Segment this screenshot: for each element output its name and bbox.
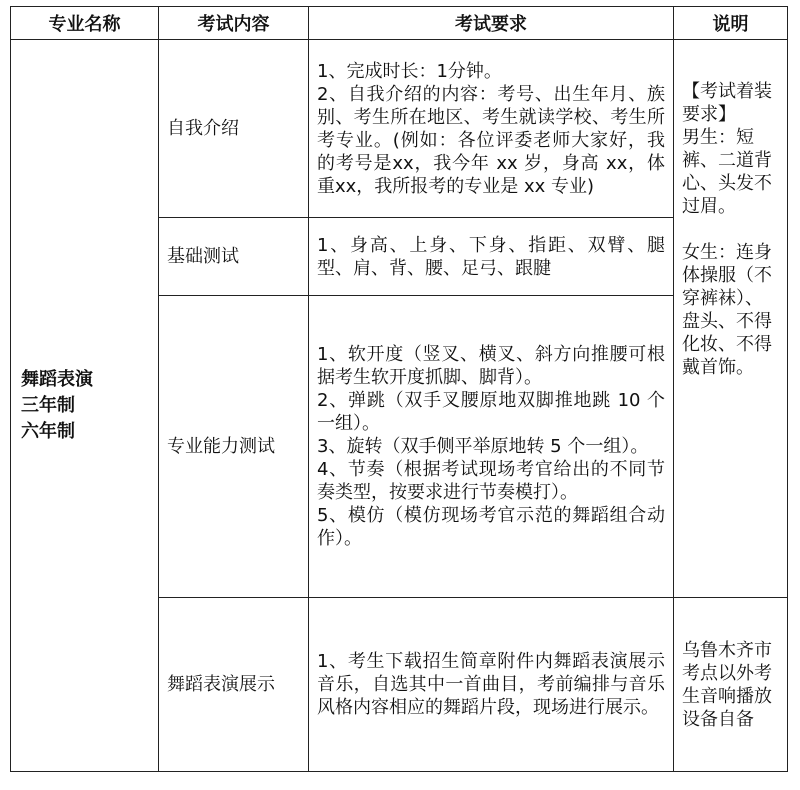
attire-female: 女生：连身体操服（不穿裤袜）、盘头、不得化妆、不得戴首饰。	[682, 242, 772, 378]
header-major: 专业名称	[11, 7, 159, 40]
attire-title: 【考试着装要求】	[682, 81, 772, 125]
requirement-item: 1、身高、上身、下身、指距、双臂、腿型、肩、背、腰、足弓、跟腱	[317, 234, 665, 279]
requirement-item: 1、软开度（竖叉、横叉、斜方向推腰可根据考生软开度抓脚、脚背）。	[317, 344, 665, 388]
exam-table	[10, 6, 788, 772]
major-duration-3: 三年制	[21, 394, 75, 416]
requirements-basic-test	[309, 218, 674, 296]
requirement-item: 2、自我介绍的内容：考号、出生年月、族别、考生所在地区、考生就读学校、考生所考专业。(例如：各位评委老师大家好，我的考号是xx，我今年 xx 岁，身高 xx，体重xx，我所报考的专业是 xx 专业)	[317, 83, 665, 197]
requirement-item: 1、考生下载招生简章附件内舞蹈表演展示音乐，自选其中一首曲目，考前编排与音乐风格内容相应的舞蹈片段，现场进行展示。	[317, 651, 665, 718]
major-name: 舞蹈表演	[21, 368, 93, 390]
requirement-item: 2、弹跳（双手叉腰原地双脚推地跳 10 个一组）。	[317, 390, 665, 434]
note-music: 乌鲁木齐市考点以外考生音响播放设备自备	[674, 598, 788, 772]
requirement-item: 3、旋转（双手侧平举原地转 5 个一组）。	[317, 436, 649, 457]
content-basic-test: 基础测试	[159, 218, 309, 296]
requirements-skill-test	[309, 296, 674, 598]
requirements-self-intro	[309, 40, 674, 218]
attire-male: 男生：短裤、二道背心、头发不过眉。	[682, 127, 772, 217]
requirements-performance	[309, 598, 674, 772]
requirement-item: 1、完成时长：1分钟。	[317, 60, 502, 82]
content-self-intro: 自我介绍	[159, 40, 309, 218]
content-performance: 舞蹈表演展示	[159, 598, 309, 772]
note-attire	[674, 40, 788, 598]
content-skill-test: 专业能力测试	[159, 296, 309, 598]
header-notes: 说明	[674, 7, 788, 40]
requirement-item: 4、节奏（根据考试现场考官给出的不同节奏类型，按要求进行节奏模打）。	[317, 459, 665, 503]
header-requirements: 考试要求	[309, 7, 674, 40]
requirement-item: 5、模仿（模仿现场考官示范的舞蹈组合动作）。	[317, 505, 665, 549]
major-cell	[11, 40, 159, 772]
header-content: 考试内容	[159, 7, 309, 40]
header-row	[11, 7, 788, 40]
table-row	[11, 40, 788, 218]
major-duration-6: 六年制	[21, 420, 75, 442]
